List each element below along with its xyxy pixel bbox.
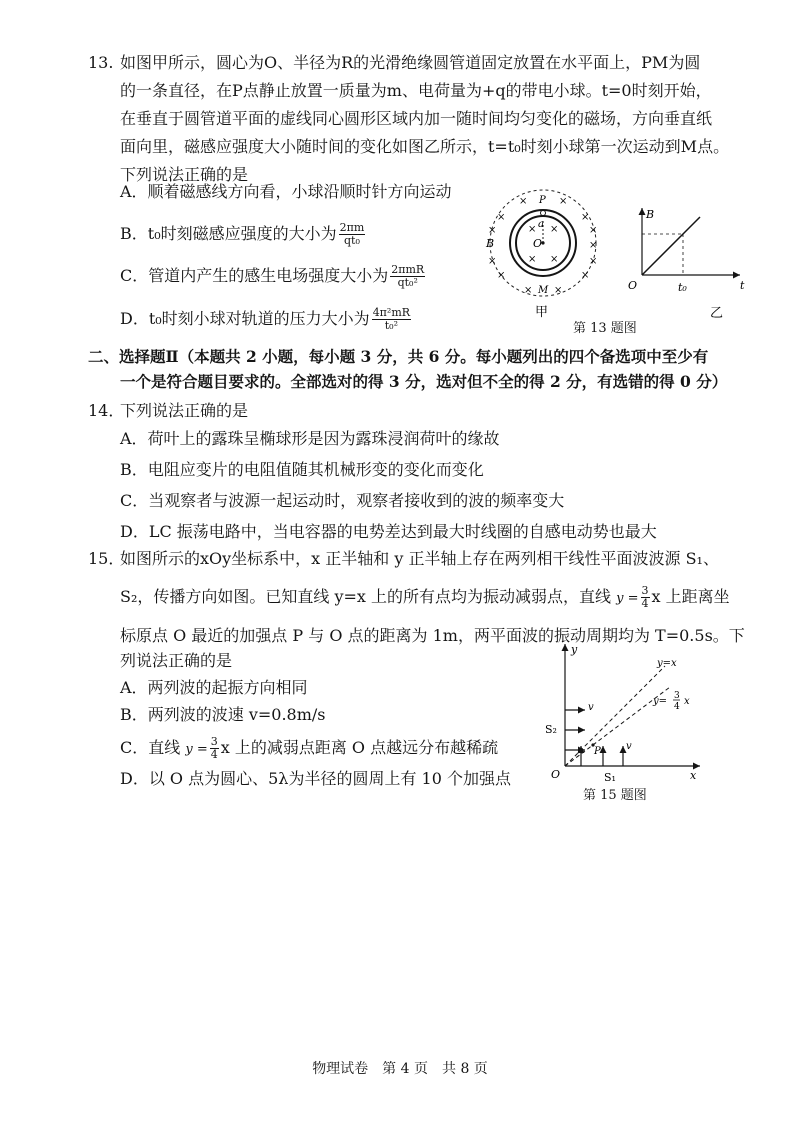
q13-option-c-numerator: 2πmR xyxy=(391,263,425,276)
q13-option-d-text: D．t₀时刻小球对轨道的压力大小为 xyxy=(120,309,370,328)
section-2-header-line-1: 二、选择题Ⅱ（本题共 2 小题，每小题 3 分，共 6 分。每小题列出的四个备选项中至少有 xyxy=(88,347,709,366)
label-B-axis: B xyxy=(646,208,655,221)
cross-16: × xyxy=(528,254,537,265)
cross-14: × xyxy=(528,224,537,235)
label-line-2-x: x xyxy=(684,696,690,707)
cross-9: × xyxy=(589,256,598,267)
q15-stem-fraction-den: 4 xyxy=(641,597,649,610)
q13-option-c-denominator: qt₀² xyxy=(397,276,418,289)
label-B: B xyxy=(486,237,495,250)
q13-option-d xyxy=(120,307,413,332)
q14-option-a: A．荷叶上的露珠呈椭球形是因为露珠浸润荷叶的缘故 xyxy=(120,429,500,448)
q15-stem-line-2 xyxy=(120,585,730,610)
label-M: M xyxy=(538,285,549,296)
q15-option-d: D．以 O 点为圆心、5λ为半径的圆周上有 10 个加强点 xyxy=(120,769,511,788)
q13-figure-yi xyxy=(620,200,750,330)
label-S2: S₂ xyxy=(545,723,557,736)
q14-stem: 下列说法正确的是 xyxy=(120,401,249,420)
q13-option-d-denominator: t₀² xyxy=(384,319,398,332)
q15-stem-fraction-num: 3 xyxy=(641,584,649,597)
q13-option-b xyxy=(120,222,367,247)
q13-stem-line-3: 在垂直于圆管道平面的虚线同心圆形区域内加一随时间均匀变化的磁场，方向垂直纸 xyxy=(120,109,713,128)
label-line-2-den: 4 xyxy=(674,702,680,712)
figure-yi-caption: 乙 xyxy=(710,306,724,321)
cross-11: × xyxy=(581,270,590,281)
cross-12: × xyxy=(524,285,533,296)
cross-10: × xyxy=(497,270,506,281)
q15-option-c-b: x 上的减弱点距离 O 点越远分布越稀疏 xyxy=(220,738,499,757)
q15-stem-line-3: 标原点 O 最近的加强点 P 与 O 点的距离为 1m，两平面波的振动周期均为 T=0.5s。下 xyxy=(120,626,745,645)
q15-stem-line-2a: S₂，传播方向如图。已知直线 y=x 上的所有点均为振动减弱点，直线 xyxy=(120,587,612,606)
q13-option-c-text: C．管道内产生的感生电场强度大小为 xyxy=(120,266,389,285)
label-line-y-three-quarters: y= xyxy=(653,696,668,707)
cross-1: × xyxy=(519,196,528,207)
q13-option-b-text: B．t₀时刻磁感应强度的大小为 xyxy=(120,224,337,243)
label-P: P xyxy=(594,746,601,757)
q15-stem-line-1: 如图所示的xOy坐标系中，x 正半轴和 y 正半轴上存在两列相干线性平面波波源 S₁、 xyxy=(120,549,719,568)
cross-13: × xyxy=(554,285,563,296)
label-a: a xyxy=(538,219,544,230)
q15-option-c-fraction-den: 4 xyxy=(210,748,218,761)
q14-option-b: B．电阻应变片的电阻值随其机械形变的变化而变化 xyxy=(120,460,484,479)
q13-figure-caption: 第 13 题图 xyxy=(573,321,637,336)
q15-stem-line-4: 列说法正确的是 xyxy=(120,651,233,670)
q15-option-c-fraction xyxy=(210,736,219,761)
label-x-axis: x xyxy=(690,769,697,782)
q15-option-a: A．两列波的起振方向相同 xyxy=(120,678,308,697)
cross-7: × xyxy=(589,240,598,251)
label-S1: S₁ xyxy=(604,771,616,784)
cross-2: × xyxy=(559,196,568,207)
label-t0: t₀ xyxy=(678,281,687,294)
q15-number: 15． xyxy=(88,549,125,568)
q13-option-c-fraction xyxy=(390,264,425,289)
cross-3: × xyxy=(497,212,506,223)
q15-option-c-a: C．直线 xyxy=(120,738,181,757)
q13-stem-line-5: 下列说法正确的是 xyxy=(120,165,249,184)
q15-stem-line-2b: x 上距离坐 xyxy=(651,587,730,606)
label-origin: O xyxy=(551,768,561,781)
q14-option-c: C．当观察者与波源一起运动时，观察者接收到的波的频率变大 xyxy=(120,491,565,510)
cross-6: × xyxy=(589,225,598,236)
q15-stem-line-2-y: y = xyxy=(616,591,639,606)
label-origin: O xyxy=(628,279,638,292)
q15-stem-fraction xyxy=(641,585,650,610)
label-P: P xyxy=(539,195,546,206)
label-O: O xyxy=(533,237,543,250)
q13-option-d-fraction xyxy=(372,307,411,332)
line-y-equals-x xyxy=(565,666,668,766)
q13-number: 13. xyxy=(88,53,114,72)
page-footer: 物理试卷 第 4 页 共 8 页 xyxy=(312,1061,488,1077)
q13-option-b-denominator: qt₀ xyxy=(344,234,360,247)
q14-option-d: D．LC 振荡电路中，当电容器的电势差达到最大时线圈的自感电动势也最大 xyxy=(120,522,657,541)
q15-option-b: B．两列波的波速 v=0.8m/s xyxy=(120,705,326,724)
section-2-header-line-2: 一个是符合题目要求的。全部选对的得 3 分，选对但不全的得 2 分，有选错的得 0 分） xyxy=(120,372,728,391)
q13-option-a: A．顺着磁感线方向看，小球沿顺时针方向运动 xyxy=(120,182,452,201)
figure-jia-caption: 甲 xyxy=(535,305,549,320)
cross-4: × xyxy=(581,212,590,223)
q15-figure xyxy=(535,638,705,788)
q15-option-c xyxy=(120,736,498,761)
q13-figure-jia xyxy=(478,186,608,326)
q15-option-c-y: y = xyxy=(185,742,208,757)
charged-ball xyxy=(541,211,546,216)
cross-15: × xyxy=(550,224,559,235)
label-line-2-num: 3 xyxy=(674,691,680,701)
q15-figure-caption: 第 15 题图 xyxy=(583,788,647,803)
q14-number: 14． xyxy=(88,401,125,420)
cross-8: × xyxy=(488,256,497,267)
q15-option-c-fraction-num: 3 xyxy=(210,735,218,748)
label-v-s1: v xyxy=(626,741,632,752)
label-line-y-equals-x: y=x xyxy=(657,658,677,669)
label-y-axis: y xyxy=(571,643,578,656)
label-v-s2: v xyxy=(588,702,594,713)
q13-option-d-numerator: 4π²mR xyxy=(372,306,411,319)
q13-stem-line-2: 的一条直径，在P点静止放置一质量为m、电荷量为+q的带电小球。t=0时刻开始， xyxy=(120,81,712,100)
q13-option-b-numerator: 2πm xyxy=(339,221,365,234)
q13-stem-line-4: 面向里，磁感应强度大小随时间的变化如图乙所示，t=t₀时刻小球第一次运动到M点。 xyxy=(120,137,730,156)
q13-stem-line-1: 如图甲所示，圆心为O、半径为R的光滑绝缘圆管道固定放置在水平面上，PM为圆 xyxy=(120,53,701,72)
label-t-axis: t xyxy=(740,279,745,292)
cross-5: × xyxy=(488,225,497,236)
q13-option-c xyxy=(120,264,427,289)
cross-17: × xyxy=(550,254,559,265)
b-t-line xyxy=(642,217,700,275)
q13-option-b-fraction xyxy=(339,222,366,247)
